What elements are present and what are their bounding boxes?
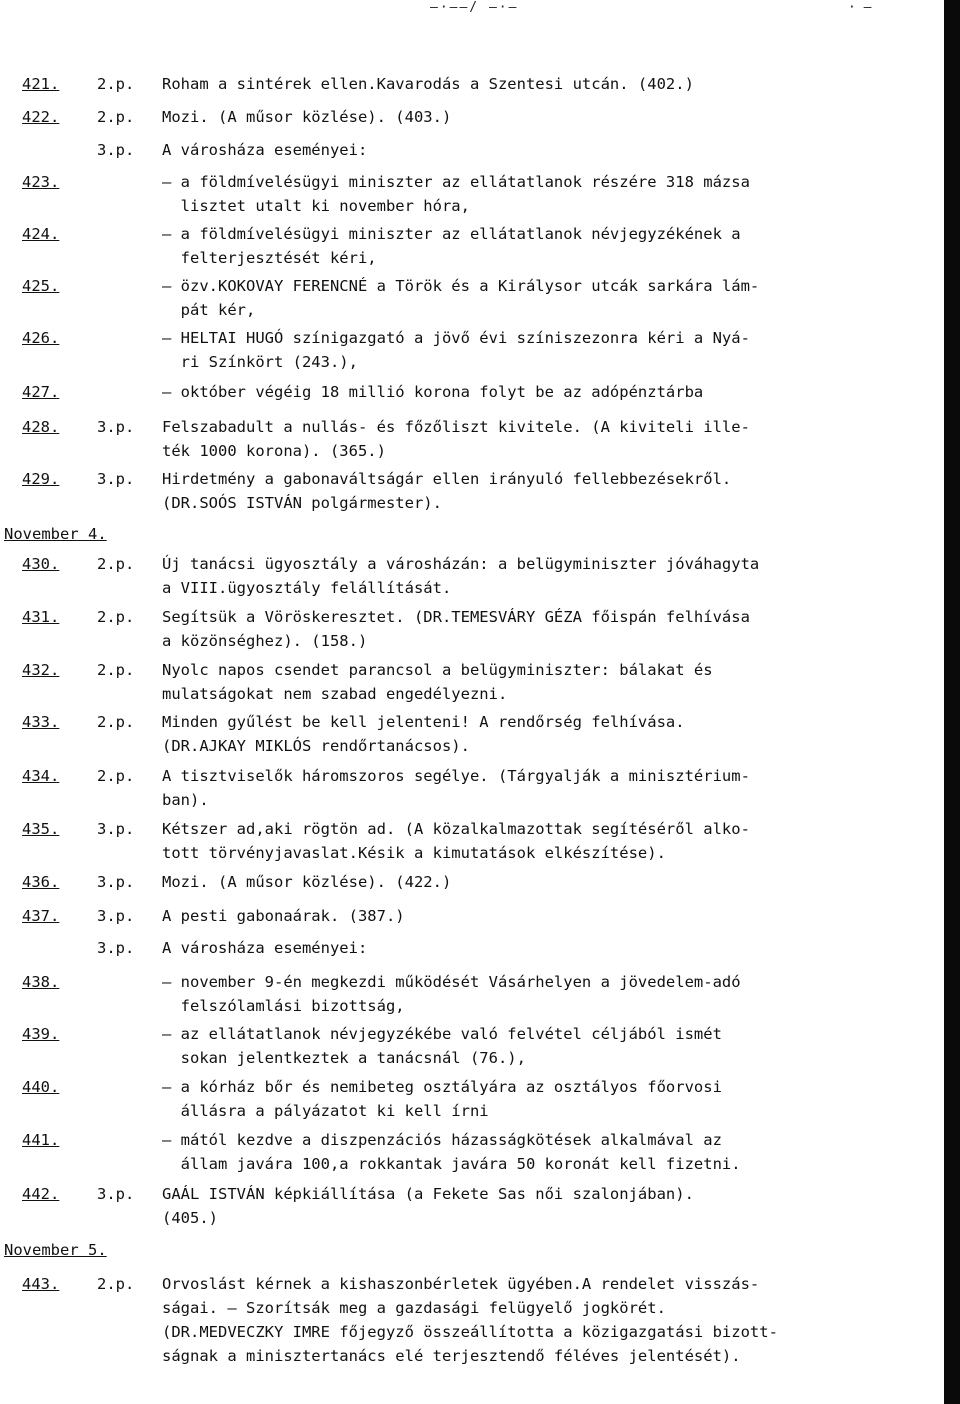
entry-row (0, 1075, 940, 1123)
entry-text-line: Segítsük a Vöröskeresztet. (DR.TEMESVÁRY GÉZA főispán felhívása (162, 608, 750, 626)
date-heading: November 4. (4, 525, 107, 543)
entry-row (0, 970, 940, 1018)
entry-number: 427. (22, 383, 60, 401)
entry-number: 440. (22, 1078, 60, 1096)
entry-row (0, 105, 940, 129)
entry-number: 438. (22, 973, 60, 991)
entry-number: 439. (22, 1025, 60, 1043)
page-reference: 2.p. (97, 555, 135, 573)
page-reference: 2.p. (97, 1275, 135, 1293)
entry-text-line: — a földmívelésügyi miniszter az ellátatlanok névjegyzékének a (162, 225, 741, 243)
entry-row (0, 380, 940, 404)
entry-number: 432. (22, 661, 60, 679)
entry-text-line: Minden gyűlést be kell jelenteni! A rendőrség felhívása. (162, 713, 685, 731)
entry-text-line: ságai. — Szorítsák meg a gazdasági felügyelő jogkörét. (162, 1299, 666, 1317)
page-reference: 3.p. (97, 907, 135, 925)
entry-row (0, 274, 940, 322)
header-marks: —·——/ —·— (430, 0, 519, 15)
entry-text-line: Felszabadult a nullás- és főzőliszt kivitele. (A kiviteli ille- (162, 418, 750, 436)
entry-text-line: Mozi. (A műsor közlése). (422.) (162, 873, 452, 891)
entry-number: 424. (22, 225, 60, 243)
entry-text-line: — mától kezdve a diszpenzációs házasságkötések alkalmával az (162, 1131, 722, 1149)
entry-text-line: (DR.AJKAY MIKLÓS rendőrtanácsos). (162, 737, 470, 755)
entry-row (0, 552, 940, 600)
entry-text-line: pát kér, (162, 301, 256, 319)
entry-number: 433. (22, 713, 60, 731)
entry-text-line: GAÁL ISTVÁN képkiállítása (a Fekete Sas női szalonjában). (162, 1185, 694, 1203)
entry-text-line: (405.) (162, 1209, 218, 1227)
entry-text-line: (DR.MEDVECZKY IMRE főjegyző összeállította a közigazgatási bizott- (162, 1323, 778, 1341)
entry-text-line: A pesti gabonaárak. (387.) (162, 907, 405, 925)
entry-text-line: Kétszer ad,aki rögtön ad. (A közalkalmazottak segítéséről alko- (162, 820, 750, 838)
page-reference: 2.p. (97, 108, 135, 126)
scan-edge-bar (944, 0, 960, 1404)
page-reference: 2.p. (97, 608, 135, 626)
entry-text-line: ték 1000 korona). (365.) (162, 442, 386, 460)
page-reference: 3.p. (97, 1185, 135, 1203)
entry-text-line: Roham a sintérek ellen.Kavarodás a Szentesi utcán. (402.) (162, 75, 694, 93)
entry-number: 429. (22, 470, 60, 488)
entry-row (0, 72, 940, 96)
entry-text-line: — október végéig 18 millió korona folyt be az adópénztárba (162, 383, 704, 401)
page-reference: 3.p. (97, 820, 135, 838)
entry-row (0, 415, 940, 463)
page-reference: 3.p. (97, 418, 135, 436)
entry-number: 425. (22, 277, 60, 295)
entry-text-line: — a földmívelésügyi miniszter az ellátatlanok részére 318 mázsa (162, 173, 750, 191)
header-marks-right: · — (848, 0, 872, 15)
entry-text-line: (DR.SOÓS ISTVÁN polgármester). (162, 494, 442, 512)
entry-number: 421. (22, 75, 60, 93)
entry-row (0, 936, 940, 960)
entry-row (0, 658, 940, 706)
entry-row (0, 1022, 940, 1070)
entry-text-line: Orvoslást kérnek a kishaszonbérletek ügyében.A rendelet visszás- (162, 1275, 760, 1293)
entry-number: 435. (22, 820, 60, 838)
entry-row (0, 170, 940, 218)
entry-text-line: A tisztviselők háromszoros segélye. (Tárgyalják a minisztérium- (162, 767, 750, 785)
entry-text-line: ban). (162, 791, 209, 809)
entry-number: 434. (22, 767, 60, 785)
entry-row (0, 710, 940, 758)
entry-text-line: felszólamlási bizottság, (162, 997, 405, 1015)
entry-text-line: — HELTAI HUGÓ színigazgató a jövő évi színiszezonra kéri a Nyá- (162, 329, 750, 347)
page-reference: 2.p. (97, 713, 135, 731)
entry-text-line: — a kórház bőr és nemibeteg osztályára az osztályos főorvosi (162, 1078, 722, 1096)
entry-text-line: a közönséghez). (158.) (162, 632, 368, 650)
entry-number: 442. (22, 1185, 60, 1203)
entry-row (0, 605, 940, 653)
entry-text-line: — az ellátatlanok névjegyzékébe való felvétel céljából ismét (162, 1025, 722, 1043)
entry-text-line: Mozi. (A műsor közlése). (403.) (162, 108, 452, 126)
entry-text-line: A városháza eseményei: (162, 939, 368, 957)
entry-text-line: Nyolc napos csendet parancsol a belügyminiszter: bálakat és (162, 661, 713, 679)
entry-text-line: ságnak a minisztertanács elé terjesztendő féléves jelentését). (162, 1347, 741, 1365)
page-reference: 2.p. (97, 75, 135, 93)
entry-number: 431. (22, 608, 60, 626)
date-heading: November 5. (4, 1241, 107, 1259)
entry-row (0, 904, 940, 928)
entry-number: 443. (22, 1275, 60, 1293)
entry-text-line: — özv.KOKOVAY FERENCNÉ a Török és a Királysor utcák sarkára lám- (162, 277, 760, 295)
entry-row (0, 1182, 940, 1230)
page-reference: 3.p. (97, 470, 135, 488)
entry-number: 436. (22, 873, 60, 891)
entry-text-line: állam javára 100,a rokkantak javára 50 koronát kell fizetni. (162, 1155, 741, 1173)
entry-text-line: állásra a pályázatot ki kell írni (162, 1102, 489, 1120)
entry-text-line: mulatságokat nem szabad engedélyezni. (162, 685, 508, 703)
entry-text-line: Új tanácsi ügyosztály a városházán: a belügyminiszter jóváhagyta (162, 555, 760, 573)
entry-text-line: tott törvényjavaslat.Késik a kimutatások elkészítése). (162, 844, 666, 862)
entry-row (0, 467, 940, 515)
entry-row (0, 222, 940, 270)
page-reference: 3.p. (97, 939, 135, 957)
entry-number: 423. (22, 173, 60, 191)
entry-number: 441. (22, 1131, 60, 1149)
entry-row (0, 1272, 940, 1368)
entry-row (0, 1128, 940, 1176)
entry-text-line: a VIII.ügyosztály felállítását. (162, 579, 452, 597)
entry-number: 426. (22, 329, 60, 347)
page-reference: 2.p. (97, 661, 135, 679)
entry-text-line: lisztet utalt ki november hóra, (162, 197, 470, 215)
entry-text-line: ri Színkört (243.), (162, 353, 358, 371)
entry-row (0, 138, 940, 162)
entry-row (0, 326, 940, 374)
entry-number: 422. (22, 108, 60, 126)
entry-text-line: Hirdetmény a gabonaváltságár ellen irányuló fellebbezésekről. (162, 470, 732, 488)
page-reference: 3.p. (97, 873, 135, 891)
entry-number: 430. (22, 555, 60, 573)
entry-text-line: A városháza eseményei: (162, 141, 368, 159)
entry-text-line: — november 9-én megkezdi működését Vásárhelyen a jövedelem-adó (162, 973, 741, 991)
entry-number: 437. (22, 907, 60, 925)
page-reference: 2.p. (97, 767, 135, 785)
entry-row (0, 817, 940, 865)
entry-row (0, 764, 940, 812)
entry-text-line: sokan jelentkeztek a tanácsnál (76.), (162, 1049, 526, 1067)
entry-number: 428. (22, 418, 60, 436)
entry-row (0, 870, 940, 894)
entry-text-line: felterjesztését kéri, (162, 249, 377, 267)
page-reference: 3.p. (97, 141, 135, 159)
